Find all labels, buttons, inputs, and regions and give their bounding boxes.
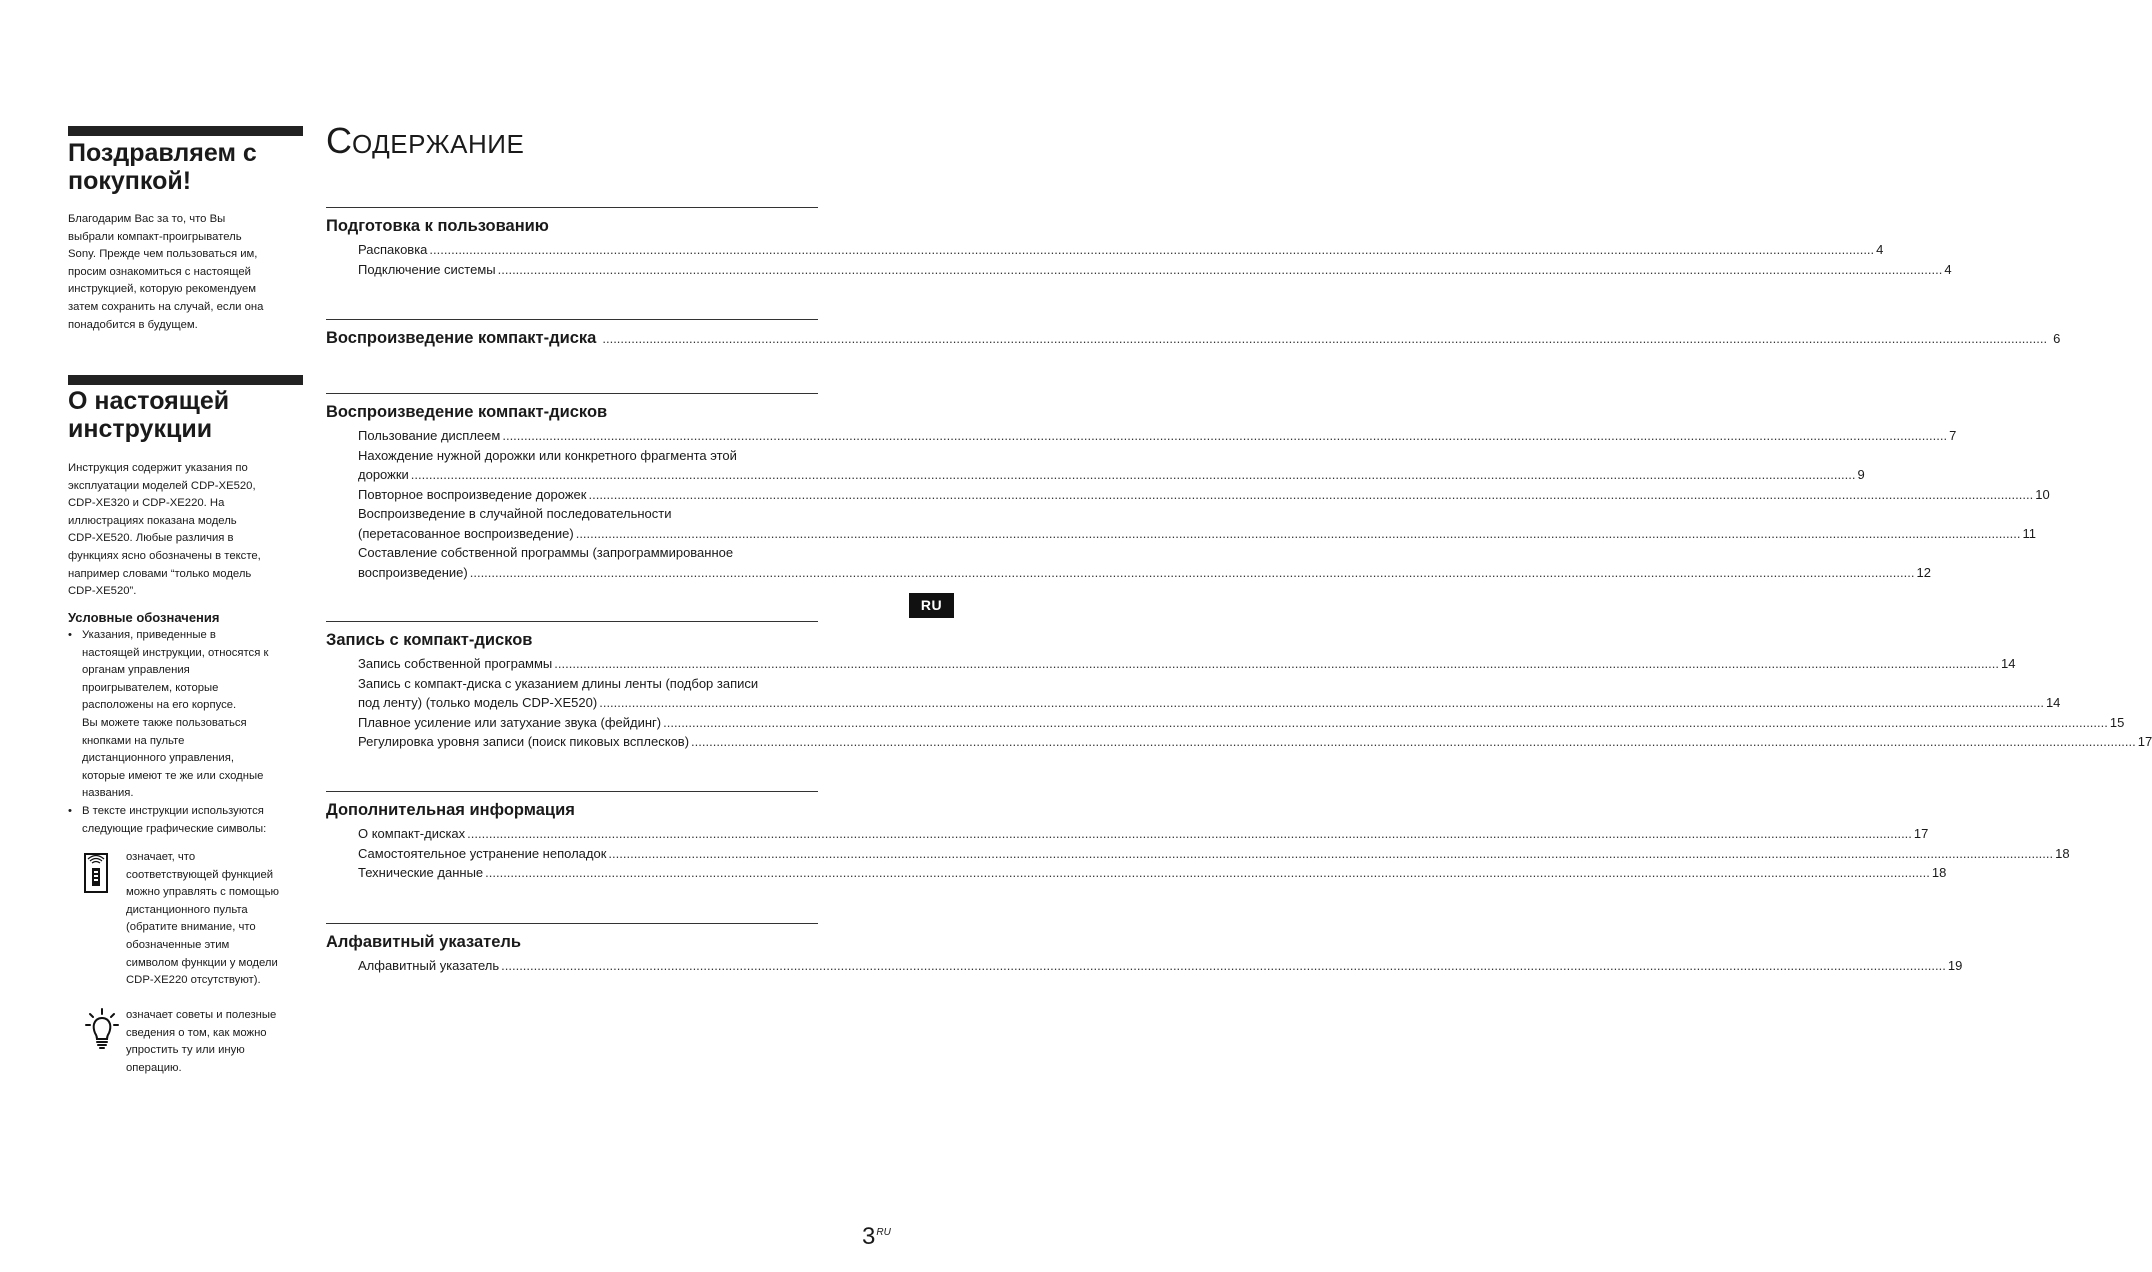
- leader-dots: ................................................................................................................................................................................................................................................................................................................................................................................................................: [599, 695, 2044, 710]
- remote-control-icon: [82, 849, 122, 899]
- toc-title: СОДЕРЖАНИЕ: [326, 120, 525, 161]
- leader-dots: ................................................................................................................................................................................................................................................................................................................................................................................................................: [410, 467, 1856, 482]
- toc-entry[interactable]: Запись собственной программы ................................................................................................................................................................................................................................................................................................................................................................................................................ 14: [358, 654, 818, 674]
- bullet: •: [68, 629, 72, 641]
- leader-dots: ................................................................................................................................................................................................................................................................................................................................................................................................................: [602, 331, 2048, 346]
- page-number: $3^{RU}$: [862, 1223, 891, 1250]
- toc-section-additional-info: [326, 791, 2070, 883]
- symbol-tip-text: означает советы и полезные сведения о том, как можно упростить ту или иную операцию.: [126, 1009, 277, 1074]
- congrats-heading: Поздравляем с покупкой!: [68, 139, 257, 195]
- toc-entry[interactable]: Воспроизведение компакт-диска ................................................................................................................................................................................................................................................................................................................................................................................................................ 6: [326, 329, 2061, 347]
- toc-entry[interactable]: Регулировка уровня записи (поиск пиковых всплесков) ................................................................................................................................................................................................................................................................................................................................................................................................................ 17: [358, 732, 818, 752]
- toc-entry-line[interactable]: Составление собственной программы (запрограммированное: [358, 545, 734, 560]
- toc-section-index: [326, 923, 1963, 976]
- toc-entry[interactable]: Плавное усиление или затухание звука (фейдинг) ................................................................................................................................................................................................................................................................................................................................................................................................................ 15: [358, 713, 818, 733]
- leader-dots: ................................................................................................................................................................................................................................................................................................................................................................................................................: [575, 525, 2021, 541]
- toc-entry[interactable]: Подключение системы ................................................................................................................................................................................................................................................................................................................................................................................................................ 4: [358, 260, 818, 280]
- toc-entry[interactable]: Технические данные ................................................................................................................................................................................................................................................................................................................................................................................................................ 18: [358, 863, 818, 883]
- conventions-list: [68, 627, 308, 838]
- toc-section-heading[interactable]: Дополнительная информация: [326, 801, 575, 819]
- leader-dots: ................................................................................................................................................................................................................................................................................................................................................................................................................: [485, 865, 1930, 880]
- congrats-text: Благодарим Вас за то, что Вы выбрали компакт-проигрыватель Sony. Прежде чем пользоваться им, просим ознакомиться с настоящей инструкцией, которую рекомендуем затем сохранить на случай, если она понадобится в будущем.: [68, 213, 264, 331]
- toc-entry[interactable]: О компакт-дисках ................................................................................................................................................................................................................................................................................................................................................................................................................ 17: [358, 824, 818, 844]
- conventions-heading: Условные обозначения: [68, 610, 220, 625]
- leader-dots: ................................................................................................................................................................................................................................................................................................................................................................................................................: [502, 428, 1948, 443]
- leader-dots: ................................................................................................................................................................................................................................................................................................................................................................................................................: [608, 845, 2054, 861]
- leader-dots: ................................................................................................................................................................................................................................................................................................................................................................................................................: [663, 714, 2108, 730]
- toc-section-heading[interactable]: Алфавитный указатель: [326, 933, 522, 951]
- list-item: • В тексте инструкции используются следующие графические символы:: [68, 804, 267, 835]
- toc-section-heading[interactable]: Воспроизведение компакт-дисков: [326, 403, 608, 421]
- leader-dots: ................................................................................................................................................................................................................................................................................................................................................................................................................: [469, 564, 1915, 580]
- list-item: • Указания, приведенные в настоящей инструкции, относятся к органам управления проигрывателем, которые расположены на его корпусе. Вы можете также пользоваться кнопками на пульте дистанционного управления, которые имеют те же или сходные названия.: [68, 629, 269, 800]
- leader-dots: ................................................................................................................................................................................................................................................................................................................................................................................................................: [588, 486, 2034, 502]
- toc-section-playing-cds: [326, 393, 2050, 582]
- bullet: •: [68, 804, 72, 817]
- leader-dots: ................................................................................................................................................................................................................................................................................................................................................................................................................: [691, 734, 2136, 749]
- leader-dots: ................................................................................................................................................................................................................................................................................................................................................................................................................: [554, 656, 2000, 671]
- about-text: Инструкция содержит указания по эксплуатации моделей CDP-XE520, CDP-XE320 и CDP-XE220. На иллюстрациях показана модель CDP-XE520. Любые различия в функциях ясно обозначены в тексте, например словами “только модель CDP-XE520”.: [68, 462, 261, 598]
- language-tab: RU: [909, 593, 954, 618]
- leader-dots: ................................................................................................................................................................................................................................................................................................................................................................................................................: [501, 958, 1946, 973]
- toc-entry-line[interactable]: Воспроизведение в случайной последовательности: [358, 506, 672, 521]
- toc-entry-line[interactable]: Запись с компакт-диска с указанием длины ленты (подбор записи: [358, 675, 759, 691]
- toc-entry[interactable]: Самостоятельное устранение неполадок ................................................................................................................................................................................................................................................................................................................................................................................................................ 18: [358, 844, 818, 864]
- section-rule: [68, 126, 303, 136]
- leader-dots: ................................................................................................................................................................................................................................................................................................................................................................................................................: [497, 261, 1943, 277]
- toc-section-recording: [326, 621, 2152, 752]
- leader-dots: ................................................................................................................................................................................................................................................................................................................................................................................................................: [429, 242, 1875, 257]
- toc-section-playing-cd: [326, 319, 2061, 348]
- toc-entry[interactable]: Повторное воспроизведение дорожек ................................................................................................................................................................................................................................................................................................................................................................................................................ 10: [358, 485, 818, 505]
- symbol-remote-text: означает, что соответствующей функцией можно управлять с помощью дистанционного пульта (обратите внимание, что обозначенные этим символом функции у модели CDP-XE220 отсутствуют).: [126, 851, 280, 987]
- toc-entry[interactable]: дорожки ................................................................................................................................................................................................................................................................................................................................................................................................................ 9: [358, 465, 818, 485]
- section-rule: [68, 375, 303, 385]
- toc-entry[interactable]: воспроизведение) ................................................................................................................................................................................................................................................................................................................................................................................................................ 12: [358, 563, 818, 583]
- lightbulb-tip-icon: [82, 1007, 122, 1057]
- about-heading: О настоящей инструкции: [68, 387, 230, 443]
- toc-entry[interactable]: под ленту) (только модель CDP-XE520) ................................................................................................................................................................................................................................................................................................................................................................................................................ 14: [358, 693, 818, 713]
- toc-section-preparation: [326, 207, 1952, 279]
- toc-entry[interactable]: (перетасованное воспроизведение) ................................................................................................................................................................................................................................................................................................................................................................................................................ 11: [358, 524, 818, 544]
- leader-dots: ................................................................................................................................................................................................................................................................................................................................................................................................................: [467, 826, 1912, 841]
- toc-section-heading[interactable]: Запись с компакт-дисков: [326, 631, 533, 649]
- toc-entry[interactable]: Пользование дисплеем ................................................................................................................................................................................................................................................................................................................................................................................................................ 7: [358, 426, 818, 446]
- toc-entry-line[interactable]: Нахождение нужной дорожки или конкретного фрагмента этой: [358, 447, 737, 463]
- toc-entry[interactable]: Алфавитный указатель ................................................................................................................................................................................................................................................................................................................................................................................................................ 19: [358, 956, 818, 976]
- toc-entry[interactable]: Распаковка ................................................................................................................................................................................................................................................................................................................................................................................................................ 4: [358, 240, 818, 260]
- toc-section-heading[interactable]: Подготовка к пользованию: [326, 217, 549, 235]
